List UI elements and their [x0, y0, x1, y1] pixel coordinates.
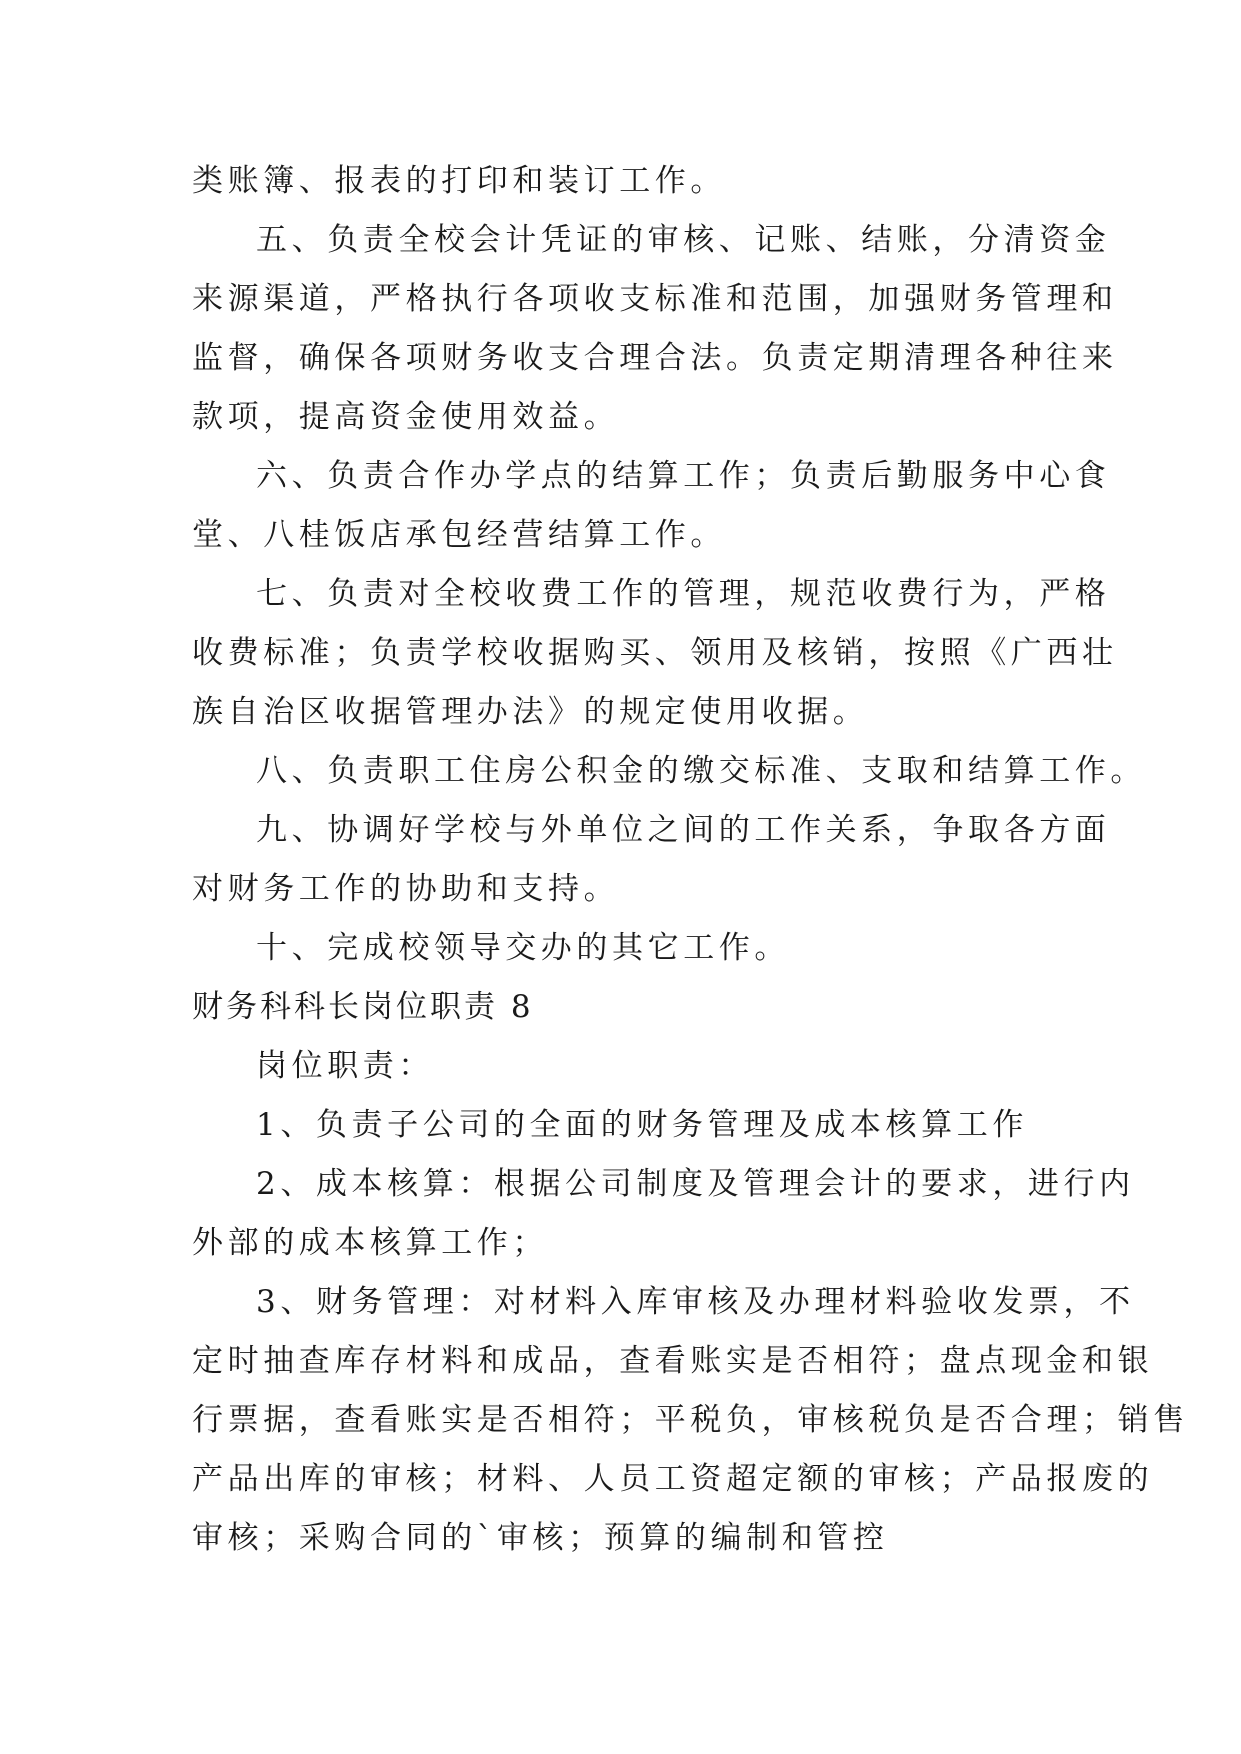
text-line: 定时抽查库存材料和成品，查看账实是否相符；盘点现金和银: [192, 1343, 1154, 1379]
document-body: [192, 152, 1189, 1568]
text-line: 类账簿、报表的打印和装订工作。: [192, 163, 726, 199]
section-heading: 财务科科长岗位职责 8: [192, 989, 534, 1025]
text-line: 六、负责合作办学点的结算工作；负责后勤服务中心食: [256, 458, 1111, 494]
text-line: 审核；采购合同的`审核；预算的编制和管控: [192, 1520, 889, 1556]
text-line: 监督，确保各项财务收支合理合法。负责定期清理各种往来: [192, 340, 1118, 376]
text-line: 五、负责全校会计凭证的审核、记账、结账，分清资金: [256, 222, 1111, 258]
text-line: 对财务工作的协助和支持。: [192, 871, 620, 907]
text-line: 岗位职责：: [256, 1048, 434, 1084]
text-line: 款项，提高资金使用效益。: [192, 399, 620, 435]
text-line: 收费标准；负责学校收据购买、领用及核销，按照《广西壮: [192, 635, 1118, 671]
text-line: 3、财务管理：对材料入库审核及办理材料验收发票，不: [256, 1284, 1135, 1320]
text-line: 九、协调好学校与外单位之间的工作关系，争取各方面: [256, 812, 1111, 848]
text-line: 2、成本核算：根据公司制度及管理会计的要求，进行内: [256, 1166, 1135, 1202]
text-line: 族自治区收据管理办法》的规定使用收据。: [192, 694, 869, 730]
text-line: 行票据，查看账实是否相符；平税负，审核税负是否合理；销售: [192, 1402, 1189, 1438]
text-line: 产品出库的审核；材料、人员工资超定额的审核；产品报废的: [192, 1461, 1154, 1497]
text-line: 1、负责子公司的全面的财务管理及成本核算工作: [256, 1107, 1028, 1143]
text-line: 七、负责对全校收费工作的管理，规范收费行为，严格: [256, 576, 1111, 612]
text-line: 外部的成本核算工作；: [192, 1225, 548, 1261]
text-line: 堂、八桂饭店承包经营结算工作。: [192, 517, 726, 553]
text-line: 十、完成校领导交办的其它工作。: [256, 930, 790, 966]
text-line: 来源渠道，严格执行各项收支标准和范围，加强财务管理和: [192, 281, 1118, 317]
text-line: 八、负责职工住房公积金的缴交标准、支取和结算工作。: [256, 753, 1146, 789]
